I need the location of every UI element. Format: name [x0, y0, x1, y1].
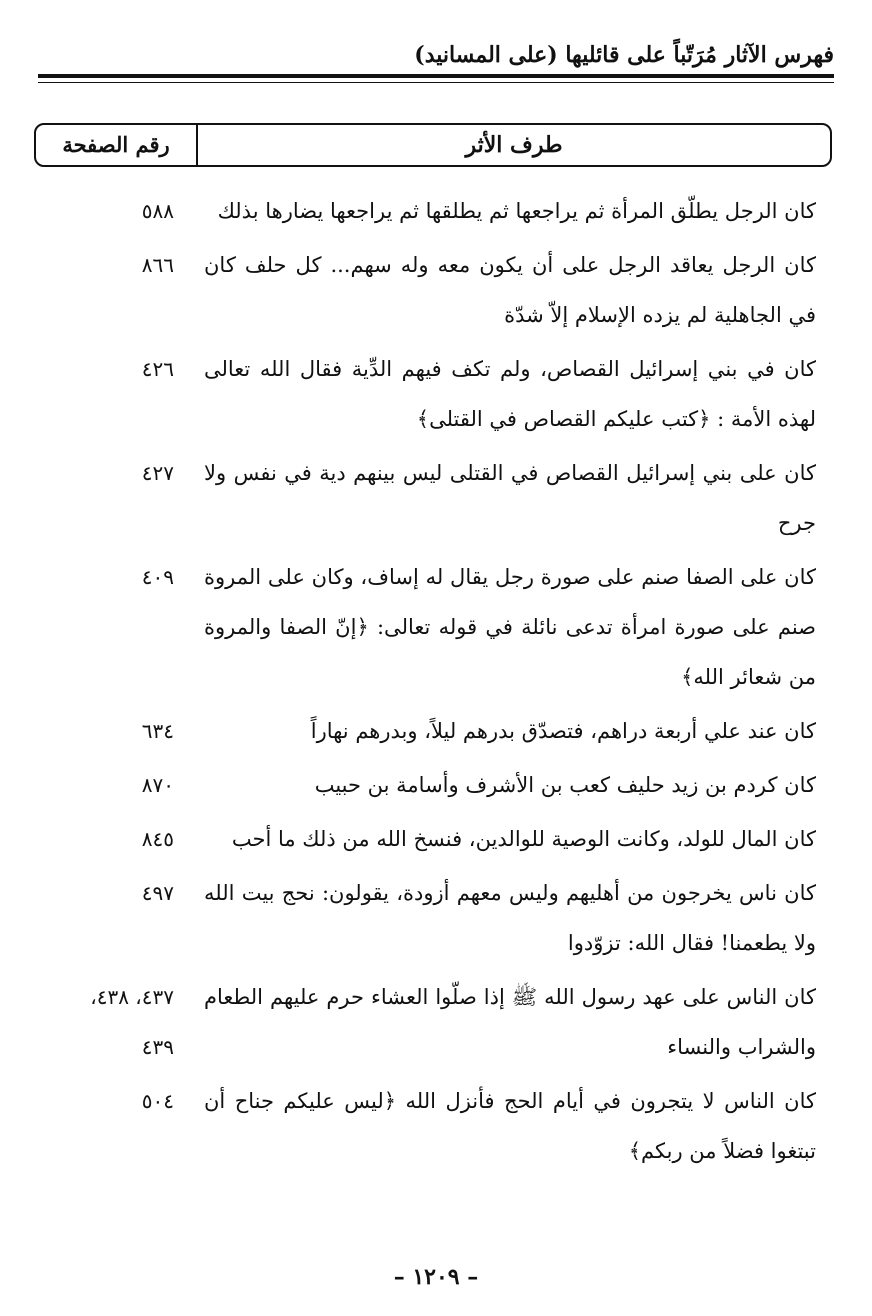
header-rule-thick	[38, 74, 834, 78]
entry-page-number: ٨٤٥	[141, 827, 174, 851]
entry-text: كان الرجل يطلّق المرأة ثم يراجعها ثم يطلقها ثم يراجعها يضارها بذلك	[217, 199, 816, 223]
entry-text: كان ناس يخرجون من أهليهم وليس معهم أزودة، يقولون: نحج بيت الله ولا يطعمنا! فقال الله: تزوّدوا	[204, 881, 816, 955]
page-number: – ١٢٠٩ –	[393, 1264, 479, 1290]
list-item	[34, 344, 832, 444]
entry-text: كان كردم بن زيد حليف كعب بن الأشرف وأسامة بن حبيب	[314, 773, 816, 797]
entries-list	[34, 186, 832, 1180]
list-item	[34, 552, 832, 702]
entry-text: كان الناس لا يتجرون في أيام الحج فأنزل الله ﴿ليس عليكم جناح أن تبتغوا فضلاً من ربكم﴾	[204, 1089, 816, 1163]
column-header-page: رقم الصفحة	[36, 125, 198, 165]
table-header	[34, 123, 832, 167]
list-item	[34, 760, 832, 810]
list-item	[34, 186, 832, 236]
entry-page-number: ٤٣٧، ٤٣٨، ٤٣٩	[90, 985, 174, 1059]
running-title: فهرس الآثار مُرَتّباً على قائليها (على المسانيد)	[414, 42, 834, 68]
entry-page-number: ٦٣٤	[141, 719, 174, 743]
entry-text: كان في بني إسرائيل القصاص، ولم تكف فيهم الدِّية فقال الله تعالى لهذه الأمة : ﴿كتب عليكم القصاص في القتلى﴾	[204, 357, 816, 431]
entry-text: كان المال للولد، وكانت الوصية للوالدين، فنسخ الله من ذلك ما أحب	[231, 827, 816, 851]
entry-text: كان على الصفا صنم على صورة رجل يقال له إساف، وكان على المروة صنم على صورة امرأة تدعى نائلة في قوله تعالى: ﴿إنّ الصفا والمروة من شعائر الله﴾	[204, 565, 816, 689]
list-item	[34, 1076, 832, 1176]
column-header-athar: طرف الأثر	[465, 132, 563, 158]
entry-page-number: ٥٠٤	[141, 1089, 174, 1113]
entry-page-number: ٥٨٨	[141, 199, 174, 223]
entry-page-number: ٤٢٦	[141, 357, 174, 381]
entry-text: كان الرجل يعاقد الرجل على أن يكون معه وله سهم... كل حلف كان في الجاهلية لم يزده الإسلام إلاّ شدّة	[204, 253, 816, 327]
entry-text: كان على بني إسرائيل القصاص في القتلى ليس بينهم دية في نفس ولا جرح	[204, 461, 816, 535]
entry-page-number: ٤٠٩	[141, 565, 174, 589]
list-item	[34, 868, 832, 968]
header-rule-thin	[38, 82, 834, 83]
list-item	[34, 706, 832, 756]
entry-page-number: ٨٦٦	[141, 253, 174, 277]
entry-page-number: ٨٧٠	[141, 773, 174, 797]
list-item	[34, 814, 832, 864]
entry-page-number: ٤٩٧	[141, 881, 174, 905]
entry-text: كان عند علي أربعة دراهم، فتصدّق بدرهم ليلاً، وبدرهم نهاراً	[310, 719, 816, 743]
entry-page-number: ٤٢٧	[141, 461, 174, 485]
list-item	[34, 448, 832, 548]
list-item	[34, 240, 832, 340]
list-item	[34, 972, 832, 1072]
entry-text: كان الناس على عهد رسول الله ﷺ إذا صلّوا العشاء حرم عليهم الطعام والشراب والنساء	[204, 985, 816, 1059]
